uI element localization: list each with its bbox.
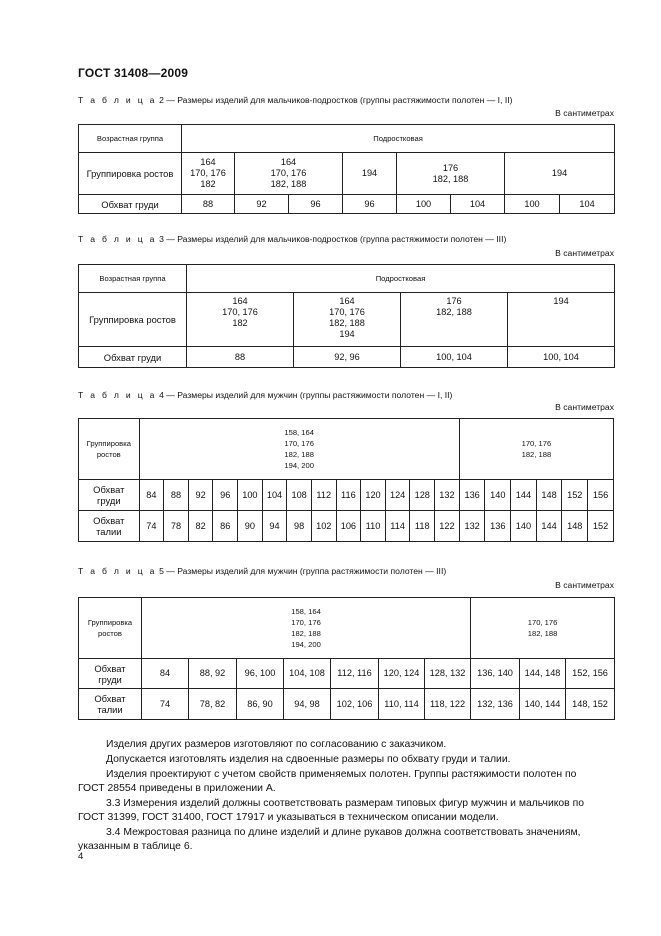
table4-chest-cell: 128 (410, 480, 435, 511)
table4-chest-cell: 144 (511, 480, 537, 511)
table4-height-cell: 158, 164 170, 176 182, 188 194, 200 (139, 419, 459, 480)
table3-caption: Т а б л и ц а 3 — Размеры изделий для мальчиков-подростков (группа растяжимости полотен — III) (78, 234, 507, 244)
table4-chest-cell: 104 (262, 480, 287, 511)
table4-chest-cell: 112 (311, 480, 336, 511)
table2-caption: Т а б л и ц а 2 — Размеры изделий для мальчиков-подростков (группы растяжимости полотен — I, II) (78, 95, 513, 105)
table2-height-label: Группировка ростов (79, 153, 182, 195)
table5-chest-cell: 88, 92 (189, 659, 237, 689)
table3-chest-cell: 88 (187, 347, 294, 368)
paragraph-double-sizes: Допускается изготовлять изделия на сдвоенные размеры по обхвату груди и талии. (106, 754, 511, 765)
table4-chest-cell: 108 (287, 480, 312, 511)
table4-waist-cell: 78 (164, 511, 189, 542)
page-number: 4 (78, 851, 84, 862)
table5-chest-cell: 84 (142, 659, 189, 689)
table4-chest-cell: 88 (164, 480, 189, 511)
table3-height-cell: 194 (508, 293, 615, 347)
table2-chest-cell: 92 (235, 195, 289, 214)
table2-height-cell: 176 182, 188 (397, 153, 505, 195)
table5-waist-cell: 140, 144 (520, 689, 566, 720)
table2-chest-cell: 96 (289, 195, 343, 214)
table4-waist-cell: 148 (562, 511, 588, 542)
table3-unit: В сантиметрах (555, 248, 614, 258)
table3-height-cell: 164 170, 176 182 (187, 293, 294, 347)
table4-waist-cell: 114 (385, 511, 410, 542)
table2-height-cell: 194 (343, 153, 397, 195)
table5-height-cell: 158, 164 170, 176 182, 188 194, 200 (142, 598, 471, 659)
paragraph-3-3-line1: 3.3 Измерения изделий должны соответствовать размерам типовых фигур мужчин и мальчиков по (106, 798, 584, 809)
table2-chest-cell: 88 (182, 195, 235, 214)
table2-chest-cell: 104 (451, 195, 505, 214)
table4-waist-cell: 90 (238, 511, 263, 542)
table5-waist-cell: 94, 98 (284, 689, 331, 720)
table2-chest-cell: 100 (397, 195, 451, 214)
table5-chest-cell: 104, 108 (284, 659, 331, 689)
table4-caption: Т а б л и ц а 4 — Размеры изделий для мужчин (группы растяжимости полотен — I, II) (78, 390, 453, 400)
table3-chest-cell: 92, 96 (294, 347, 401, 368)
table5-height-label: Группировка ростов (79, 598, 142, 659)
table4-chest-cell: 132 (435, 480, 460, 511)
standard-number: ГОСТ 31408—2009 (78, 66, 189, 80)
table2-chest-label: Обхват груди (79, 195, 182, 214)
table3-age-label: Возрастная группа (79, 265, 187, 293)
table2-height-cell: 164 170, 176 182, 188 (235, 153, 343, 195)
table5-waist-cell: 148, 152 (566, 689, 615, 720)
table5-waist-cell: 132, 136 (471, 689, 520, 720)
table4-waist-cell: 152 (588, 511, 614, 542)
table4-chest-cell: 92 (188, 480, 213, 511)
table5-chest-cell: 136, 140 (471, 659, 520, 689)
table4-height-label: Группировка ростов (79, 419, 140, 480)
table4-waist-cell: 132 (459, 511, 485, 542)
table5-chest-label: Обхват груди (79, 659, 142, 689)
table4-chest-cell: 156 (588, 480, 614, 511)
table2-chest-cell: 104 (560, 195, 615, 214)
paragraph-3-3-line2: ГОСТ 31399, ГОСТ 31400, ГОСТ 17917 и указываться в техническом описании модели. (78, 812, 499, 823)
table4-height-cell: 170, 176 182, 188 (459, 419, 613, 480)
table2-age-value: Подростковая (182, 125, 615, 153)
table4-waist-cell: 98 (287, 511, 312, 542)
table4-chest-label: Обхват груди (79, 480, 140, 511)
table3-age-value: Подростковая (187, 265, 615, 293)
table2-height-cell: 194 (505, 153, 615, 195)
table5-waist-cell: 102, 106 (331, 689, 379, 720)
table4-chest-cell: 148 (536, 480, 562, 511)
table2-chest-cell: 100 (505, 195, 560, 214)
table4-waist-cell: 136 (485, 511, 511, 542)
table5-height-cell: 170, 176 182, 188 (471, 598, 615, 659)
table5-waist-cell: 118, 122 (425, 689, 471, 720)
table4-waist-label: Обхват талии (79, 511, 140, 542)
table4-chest-cell: 124 (385, 480, 410, 511)
table4-unit: В сантиметрах (555, 402, 614, 412)
table3-height-cell: 176 182, 188 (401, 293, 508, 347)
table5-waist-cell: 78, 82 (189, 689, 237, 720)
table3-height-cell: 164 170, 176 182, 188 194 (294, 293, 401, 347)
table5-chest-cell: 152, 156 (566, 659, 615, 689)
table4-chest-cell: 116 (336, 480, 361, 511)
table4-waist-cell: 144 (536, 511, 562, 542)
table-5 (78, 597, 615, 720)
table4-waist-cell: 118 (410, 511, 435, 542)
table4-waist-cell: 86 (213, 511, 238, 542)
table5-unit: В сантиметрах (555, 580, 614, 590)
paragraph-stretch-groups-line2: ГОСТ 28554 приведены в приложении А. (78, 783, 276, 794)
table4-waist-cell: 82 (188, 511, 213, 542)
table5-waist-cell: 110, 114 (379, 689, 425, 720)
table5-chest-cell: 120, 124 (379, 659, 425, 689)
paragraph-3-4-line2: указанным в таблице 6. (78, 841, 193, 852)
table4-waist-cell: 106 (336, 511, 361, 542)
table4-chest-cell: 136 (459, 480, 485, 511)
table3-chest-label: Обхват груди (79, 347, 187, 368)
table4-waist-cell: 74 (139, 511, 164, 542)
paragraph-stretch-groups-line1: Изделия проектируют с учетом свойств применяемых полотен. Группы растяжимости полотен по (106, 769, 577, 780)
table2-chest-cell: 96 (343, 195, 397, 214)
table5-caption: Т а б л и ц а 5 — Размеры изделий для мужчин (группа растяжимости полотен — III) (78, 566, 447, 576)
table5-chest-cell: 96, 100 (237, 659, 284, 689)
table5-waist-cell: 86, 90 (237, 689, 284, 720)
table2-height-cell: 164 170, 176 182 (182, 153, 235, 195)
paragraph-other-sizes: Изделия других размеров изготовляют по согласованию с заказчиком. (106, 739, 447, 750)
table4-waist-cell: 122 (435, 511, 460, 542)
paragraph-3-4-line1: 3.4 Межростовая разница по длине изделий и длине рукавов должна соответствовать значениям, (106, 827, 581, 838)
table3-chest-cell: 100, 104 (401, 347, 508, 368)
table4-chest-cell: 100 (238, 480, 263, 511)
table-4 (78, 418, 614, 542)
table4-chest-cell: 120 (361, 480, 386, 511)
table4-waist-cell: 94 (262, 511, 287, 542)
table-3 (78, 264, 615, 368)
table4-chest-cell: 152 (562, 480, 588, 511)
table4-waist-cell: 110 (361, 511, 386, 542)
table4-chest-cell: 140 (485, 480, 511, 511)
table-2 (78, 124, 615, 214)
table3-chest-cell: 100, 104 (508, 347, 615, 368)
table5-waist-cell: 74 (142, 689, 189, 720)
table4-chest-cell: 84 (139, 480, 164, 511)
table2-unit: В сантиметрах (555, 108, 614, 118)
table2-age-label: Возрастная группа (79, 125, 182, 153)
table5-chest-cell: 144, 148 (520, 659, 566, 689)
table4-waist-cell: 102 (311, 511, 336, 542)
table5-waist-label: Обхват талии (79, 689, 142, 720)
table3-height-label: Группировка ростов (79, 293, 187, 347)
table4-chest-cell: 96 (213, 480, 238, 511)
table5-chest-cell: 128, 132 (425, 659, 471, 689)
table4-waist-cell: 140 (511, 511, 537, 542)
table5-chest-cell: 112, 116 (331, 659, 379, 689)
